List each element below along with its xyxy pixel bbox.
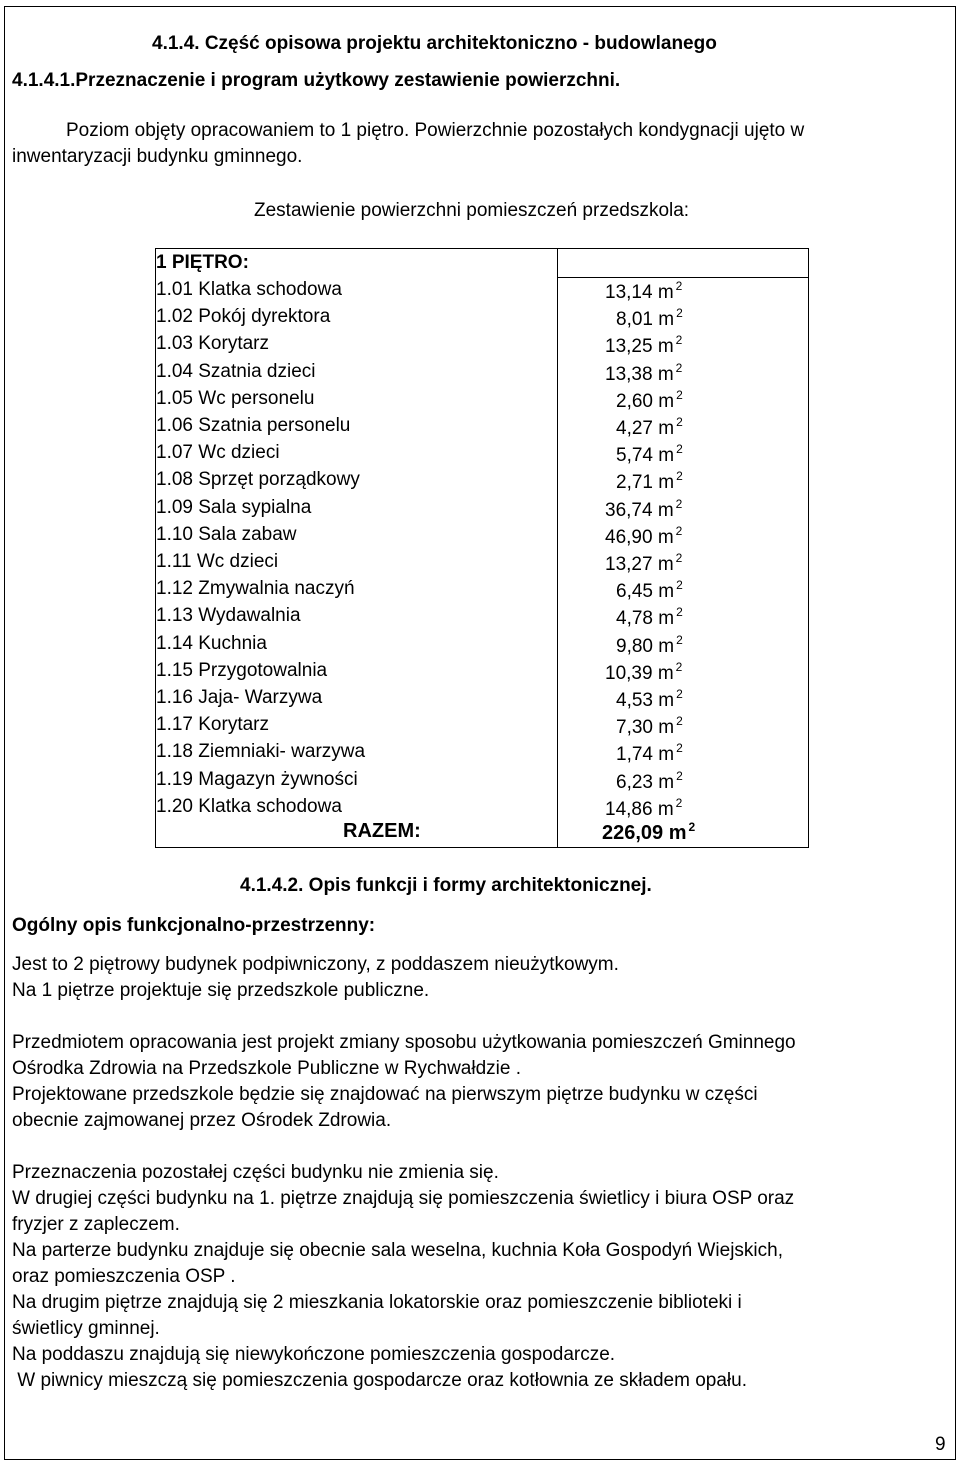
- room-area: 7,30 m $^2$: [616, 714, 683, 739]
- room-name: 1.01 Klatka schodowa: [156, 279, 342, 300]
- subsection-heading: 4.1.4.1.Przeznaczenie i program użytkowy zestawienie powierzchni.: [12, 70, 621, 91]
- room-area: 14,86 m $^2$: [605, 795, 683, 820]
- paragraph-line: Ośrodka Zdrowia na Przedszkole Publiczne w Rychwałdzie .: [12, 1058, 521, 1079]
- paragraph-line: [12, 1004, 796, 1030]
- room-area: 2,71 m $^2$: [616, 469, 683, 494]
- paragraph-line: Przeznaczenia pozostałej części budynku nie zmienia się.: [12, 1162, 499, 1183]
- table-row: [156, 388, 810, 415]
- paragraph-line: Na 1 piętrze projektuje się przedszkole publiczne.: [12, 980, 430, 1001]
- table-row: [156, 333, 810, 360]
- table-row: [156, 551, 810, 578]
- room-area: 8,01 m $^2$: [616, 306, 683, 331]
- paragraph-line: świetlicy gminnej.: [12, 1318, 160, 1339]
- room-area: 4,78 m $^2$: [616, 605, 683, 630]
- paragraph-line: obecnie zajmowanej przez Ośrodek Zdrowia.: [12, 1110, 392, 1131]
- room-name: 1.02 Pokój dyrektora: [156, 306, 331, 328]
- paragraph-line: oraz pomieszczenia OSP .: [12, 1266, 236, 1287]
- intro-line-1: Poziom objęty opracowaniem to 1 piętro. Powierzchnie pozostałych kondygnacji ujęto w: [66, 120, 805, 141]
- table-row: [156, 469, 810, 496]
- room-name: 1.10 Sala zabaw: [156, 523, 297, 545]
- room-area: 10,39 m $^2$: [605, 659, 683, 684]
- paragraph-line: [12, 1134, 796, 1160]
- room-name: 1.04 Szatnia dzieci: [156, 360, 316, 382]
- room-area: 13,27 m $^2$: [605, 551, 683, 575]
- paragraph-line: W piwnicy mieszczą się pomieszczenia gospodarcze oraz kotłownia ze składem opału.: [12, 1370, 747, 1391]
- floor-label-row: [156, 252, 810, 279]
- total-label: RAZEM:: [343, 820, 421, 842]
- paragraph-line: Projektowane przedszkole będzie się znajdować na pierwszym piętrze budynku w części: [12, 1084, 758, 1105]
- intro-line-2: inwentaryzacji budynku gminnego.: [12, 146, 303, 167]
- room-area: 1,74 m $^2$: [616, 741, 683, 766]
- paragraph-line: Na poddaszu znajdują się niewykończone pomieszczenia gospodarcze.: [12, 1344, 616, 1365]
- table-row: [156, 578, 810, 605]
- room-area: 36,74 m $^2$: [605, 496, 683, 521]
- room-area: 5,74 m $^2$: [616, 442, 683, 467]
- paragraph-line: Jest to 2 piętrowy budynek podpiwniczony, z poddaszem nieużytkowym.: [12, 954, 619, 975]
- paragraph-line: Na drugim piętrze znajdują się 2 mieszkania lokatorskie oraz pomieszczenie biblioteki i: [12, 1292, 742, 1313]
- room-name: 1.20 Klatka schodowa: [156, 795, 342, 817]
- room-name: 1.07 Wc dzieci: [156, 442, 280, 464]
- table-row: [156, 605, 810, 632]
- room-name: 1.11 Wc dzieci: [156, 551, 279, 572]
- table-row: [156, 361, 810, 388]
- room-name: 1.12 Zmywalnia naczyń: [156, 578, 355, 600]
- total-row: [156, 820, 810, 847]
- paragraph-line: W drugiej części budynku na 1. piętrze znajdują się pomieszczenia świetlicy i biura OSP oraz: [12, 1188, 795, 1209]
- table-row: [156, 497, 810, 524]
- table-row: [156, 633, 810, 660]
- table-title: Zestawienie powierzchni pomieszczeń przedszkola:: [254, 200, 690, 221]
- room-name: 1.08 Sprzęt porządkowy: [156, 469, 360, 491]
- room-name: 1.17 Korytarz: [156, 714, 269, 736]
- room-name: 1.05 Wc personelu: [156, 387, 315, 409]
- paragraph-line: Przedmiotem opracowania jest projekt zmiany sposobu użytkowania pomieszczeń Gminnego: [12, 1032, 796, 1053]
- table-row: [156, 415, 810, 442]
- floor-label: 1 PIĘTRO:: [156, 252, 249, 273]
- room-name: 1.18 Ziemniaki- warzywa: [156, 741, 366, 763]
- table-row: [156, 660, 810, 687]
- room-area: 13,14 m $^2$: [605, 279, 683, 303]
- room-area: 9,80 m $^2$: [616, 632, 683, 657]
- room-name: 1.06 Szatnia personelu: [156, 415, 351, 436]
- room-area: 6,23 m $^2$: [616, 768, 683, 793]
- table-row: [156, 306, 810, 333]
- table-row: [156, 442, 810, 469]
- total-area: 226,09 m $^2$: [602, 820, 696, 844]
- room-area: 4,53 m $^2$: [616, 687, 683, 711]
- description-paragraph: [12, 952, 796, 1394]
- room-area: 4,27 m $^2$: [616, 415, 683, 439]
- room-area: 2,60 m $^2$: [616, 387, 683, 412]
- table-row: [156, 741, 810, 768]
- room-name: 1.16 Jaja- Warzywa: [156, 687, 323, 708]
- room-area: 6,45 m $^2$: [616, 578, 683, 603]
- room-name: 1.13 Wydawalnia: [156, 605, 301, 627]
- section-heading: 4.1.4. Część opisowa projektu architektoniczno - budowlanego: [152, 33, 717, 54]
- page-number: 9: [935, 1434, 946, 1455]
- table-row: [156, 714, 810, 741]
- table-row: [156, 524, 810, 551]
- room-name: 1.09 Sala sypialna: [156, 496, 312, 518]
- room-name: 1.19 Magazyn żywności: [156, 768, 358, 790]
- section-heading-functions: 4.1.4.2. Opis funkcji i formy architektonicznej.: [240, 875, 652, 896]
- room-name: 1.14 Kuchnia: [156, 632, 267, 654]
- table-row: [156, 796, 810, 823]
- room-area: 13,25 m $^2$: [605, 333, 683, 358]
- table-row: [156, 279, 810, 306]
- paragraph-line: fryzjer z zapleczem.: [12, 1214, 180, 1235]
- room-area: 13,38 m $^2$: [605, 360, 683, 385]
- area-table: [155, 248, 809, 848]
- room-name: 1.03 Korytarz: [156, 333, 269, 355]
- room-name: 1.15 Przygotowalnia: [156, 659, 328, 681]
- table-row: [156, 687, 810, 714]
- general-description-heading: Ogólny opis funkcjonalno-przestrzenny:: [12, 915, 376, 936]
- paragraph-line: Na parterze budynku znajduje się obecnie sala weselna, kuchnia Koła Gospodyń Wiejskich,: [12, 1240, 783, 1261]
- room-area: 46,90 m $^2$: [605, 523, 683, 548]
- table-row: [156, 769, 810, 796]
